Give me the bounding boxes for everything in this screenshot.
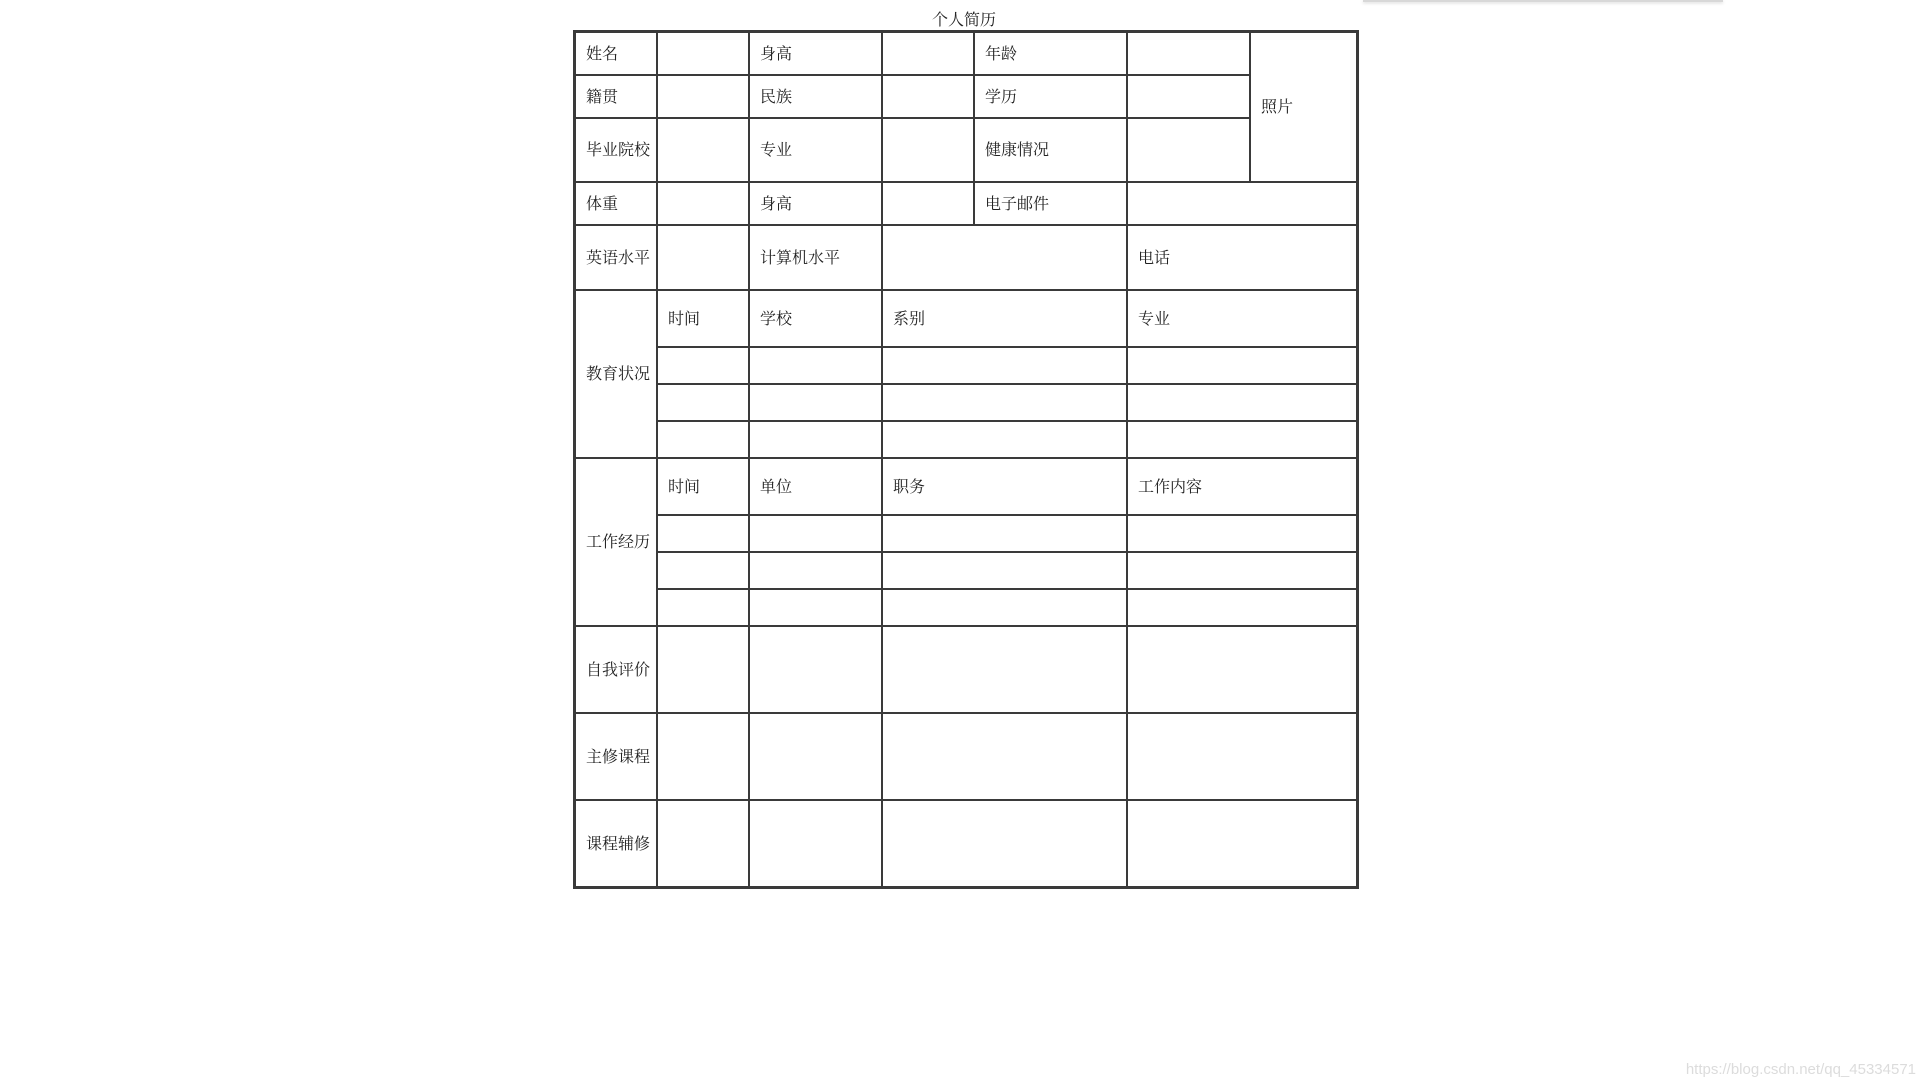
work-cell-position <box>882 589 1127 626</box>
resume-table <box>573 30 1359 889</box>
row-graduate-school <box>575 118 1357 182</box>
education-cell-school <box>749 421 882 458</box>
minor-courses-cell <box>882 800 1127 887</box>
work-cell-position <box>882 552 1127 589</box>
work-row <box>575 515 1357 552</box>
education-row <box>575 347 1357 384</box>
self-evaluation-label: 自我评价 <box>575 626 657 713</box>
education-cell-department <box>882 384 1127 421</box>
work-row <box>575 589 1357 626</box>
work-cell-position <box>882 515 1127 552</box>
computer-level-value-cell <box>882 225 1127 290</box>
work-row <box>575 552 1357 589</box>
native-place-value-cell <box>657 75 749 118</box>
email-label: 电子邮件 <box>974 182 1127 225</box>
education-header-major: 专业 <box>1127 290 1357 347</box>
education-row <box>575 421 1357 458</box>
english-level-value-cell <box>657 225 749 290</box>
height2-value-cell <box>882 182 974 225</box>
major-label: 专业 <box>749 118 882 182</box>
main-courses-cell <box>657 713 749 800</box>
work-cell-employer <box>749 589 882 626</box>
work-header-time: 时间 <box>657 458 749 515</box>
education-cell-department <box>882 421 1127 458</box>
document-title: 个人简历 <box>931 10 996 29</box>
main-courses-cell <box>1127 713 1357 800</box>
education-cell-time <box>657 347 749 384</box>
education-level-label: 学历 <box>974 75 1127 118</box>
work-cell-time <box>657 589 749 626</box>
work-cell-time <box>657 552 749 589</box>
work-header-position: 职务 <box>882 458 1127 515</box>
self-evaluation-row <box>575 626 1357 713</box>
work-header-employer: 单位 <box>749 458 882 515</box>
work-cell-time <box>657 515 749 552</box>
education-header-department: 系别 <box>882 290 1127 347</box>
work-cell-content <box>1127 589 1357 626</box>
major-value-cell <box>882 118 974 182</box>
work-cell-employer <box>749 515 882 552</box>
height2-label: 身高 <box>749 182 882 225</box>
row-native-place <box>575 75 1357 118</box>
minor-courses-cell <box>749 800 882 887</box>
name-value-cell <box>657 32 749 75</box>
work-cell-content <box>1127 515 1357 552</box>
weight-label: 体重 <box>575 182 657 225</box>
graduate-school-label: 毕业院校 <box>575 118 657 182</box>
graduate-school-value-cell <box>657 118 749 182</box>
self-evaluation-cell <box>1127 626 1357 713</box>
photo-cell: 照片 <box>1250 32 1357 182</box>
education-cell-major <box>1127 421 1357 458</box>
name-label: 姓名 <box>575 32 657 75</box>
work-cell-content <box>1127 552 1357 589</box>
top-shadow-bar <box>1363 0 1723 2</box>
education-cell-department <box>882 347 1127 384</box>
education-header-time: 时间 <box>657 290 749 347</box>
row-weight <box>575 182 1357 225</box>
minor-courses-cell <box>657 800 749 887</box>
work-section-label: 工作经历 <box>575 458 657 626</box>
work-header-row <box>575 458 1357 515</box>
education-cell-major <box>1127 347 1357 384</box>
computer-level-label: 计算机水平 <box>749 225 882 290</box>
minor-courses-row <box>575 800 1357 887</box>
health-value-cell <box>1127 118 1250 182</box>
main-courses-row <box>575 713 1357 800</box>
watermark: https://blog.csdn.net/qq_45334571 <box>1685 1061 1916 1078</box>
education-cell-major <box>1127 384 1357 421</box>
height-value-cell <box>882 32 974 75</box>
english-level-label: 英语水平 <box>575 225 657 290</box>
education-cell-school <box>749 347 882 384</box>
work-cell-employer <box>749 552 882 589</box>
ethnicity-label: 民族 <box>749 75 882 118</box>
ethnicity-value-cell <box>882 75 974 118</box>
email-value-cell <box>1127 182 1357 225</box>
height-label: 身高 <box>749 32 882 75</box>
education-level-value-cell <box>1127 75 1250 118</box>
age-value-cell <box>1127 32 1250 75</box>
education-cell-time <box>657 421 749 458</box>
education-section-label: 教育状况 <box>575 290 657 458</box>
education-header-row <box>575 290 1357 347</box>
row-name <box>575 32 1357 75</box>
education-header-school: 学校 <box>749 290 882 347</box>
health-label: 健康情况 <box>974 118 1127 182</box>
minor-courses-label: 课程辅修 <box>575 800 657 887</box>
work-header-content: 工作内容 <box>1127 458 1357 515</box>
phone-label: 电话 <box>1127 225 1357 290</box>
age-label: 年龄 <box>974 32 1127 75</box>
main-courses-label: 主修课程 <box>575 713 657 800</box>
self-evaluation-cell <box>749 626 882 713</box>
main-courses-cell <box>882 713 1127 800</box>
education-row <box>575 384 1357 421</box>
weight-value-cell <box>657 182 749 225</box>
minor-courses-cell <box>1127 800 1357 887</box>
self-evaluation-cell <box>657 626 749 713</box>
row-english-level <box>575 225 1357 290</box>
education-cell-time <box>657 384 749 421</box>
self-evaluation-cell <box>882 626 1127 713</box>
main-courses-cell <box>749 713 882 800</box>
native-place-label: 籍贯 <box>575 75 657 118</box>
education-cell-school <box>749 384 882 421</box>
